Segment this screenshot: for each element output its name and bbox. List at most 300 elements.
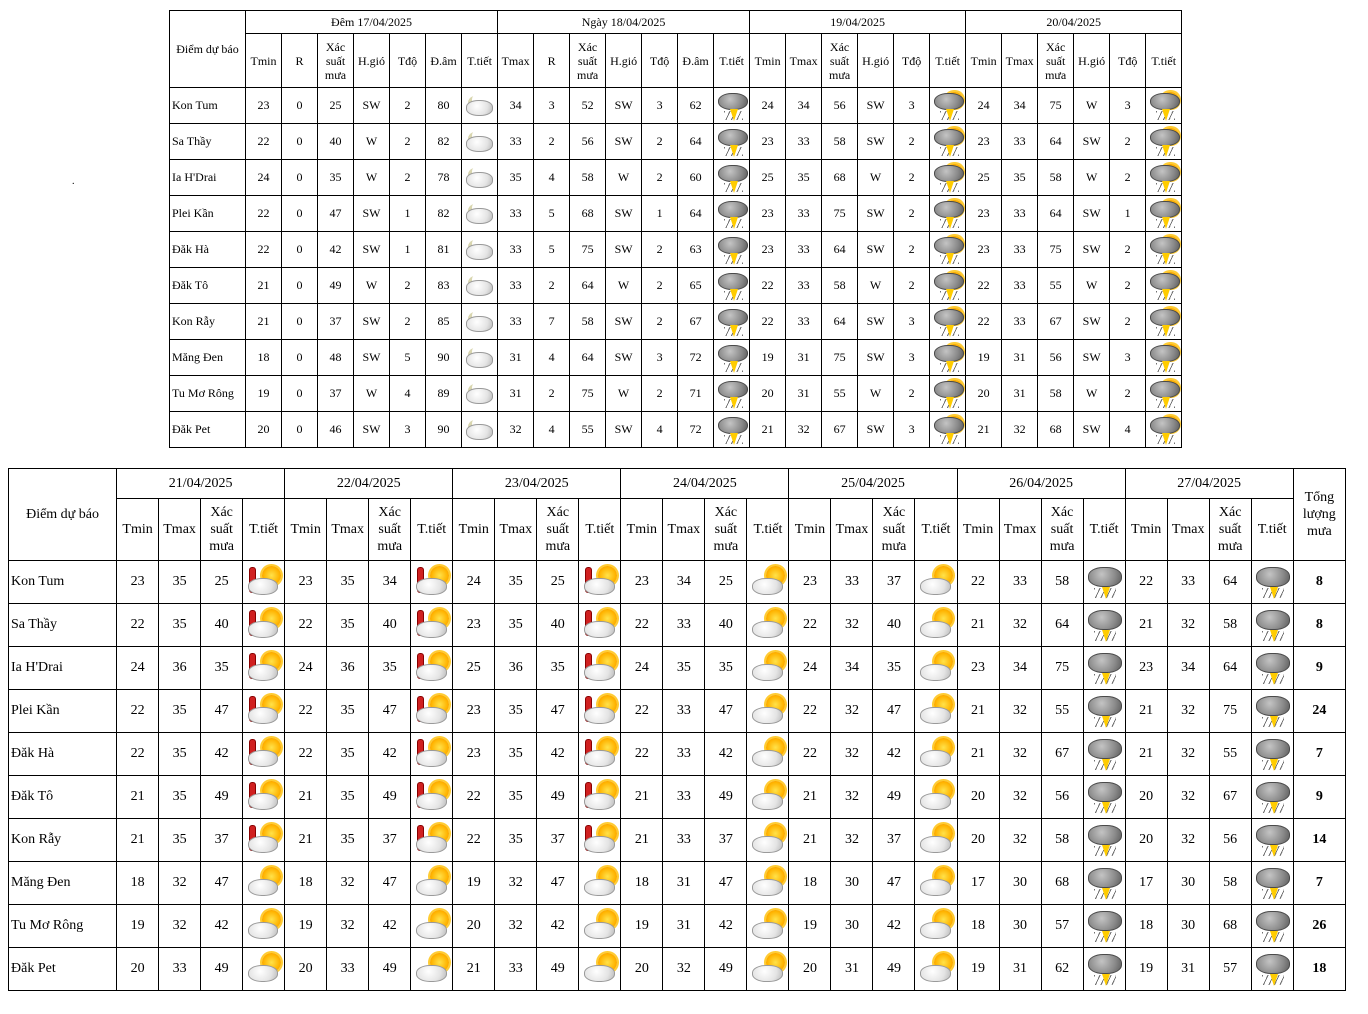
weather-cell	[1146, 268, 1182, 304]
value-tmin: 18	[789, 862, 831, 905]
value-tmin: 17	[1125, 862, 1167, 905]
value-tmin: 25	[966, 160, 1002, 196]
location-name: Tu Mơ Rông	[170, 376, 246, 412]
weather-cell	[462, 340, 498, 376]
weather-cell	[1146, 340, 1182, 376]
value-r: 0	[282, 340, 318, 376]
weather-cell	[1251, 905, 1293, 948]
hot-sun-cloud-icon	[246, 651, 282, 685]
weather-cell	[915, 733, 957, 776]
value-tmin: 23	[750, 124, 786, 160]
value-t: 3	[390, 412, 426, 448]
value-tmin: 19	[453, 862, 495, 905]
cloudy-night-icon	[464, 307, 496, 337]
column-header-r: R	[534, 34, 570, 88]
value-tmax: 33	[786, 268, 822, 304]
location-name: Kon Tum	[170, 88, 246, 124]
sun-thunderstorm-icon	[932, 415, 964, 445]
location-name: Sa Thầy	[9, 604, 117, 647]
group-date-header: Ngày 18/04/2025	[498, 11, 750, 34]
value-t: 2	[642, 124, 678, 160]
weather-cell	[915, 690, 957, 733]
value-m: 83	[426, 268, 462, 304]
hot-sun-cloud-icon	[246, 608, 282, 642]
value-tmax: 33	[1002, 124, 1038, 160]
value-t: 2	[1110, 124, 1146, 160]
value-h-gi: W	[1074, 376, 1110, 412]
value-h-gi: SW	[1074, 412, 1110, 448]
value-m: 81	[426, 232, 462, 268]
column-header-t-ti-t: T.tiết	[1251, 499, 1293, 561]
sun-thunderstorm-icon	[1148, 307, 1180, 337]
weather-cell	[1083, 948, 1125, 991]
sun-thunderstorm-icon	[1148, 379, 1180, 409]
cloudy-night-icon	[464, 271, 496, 301]
value-x-c-su-t-m-a: 25	[705, 561, 747, 604]
value-tmax: 33	[831, 561, 873, 604]
value-tmin: 20	[1125, 776, 1167, 819]
value-h-gi: W	[354, 268, 390, 304]
value-x-c-su-t-m-a: 35	[201, 647, 243, 690]
value-x-c-su-t-m-a: 47	[873, 862, 915, 905]
value-m: 65	[678, 268, 714, 304]
value-tmin: 21	[246, 304, 282, 340]
partly-cloudy-icon	[918, 651, 954, 685]
weather-cell	[411, 862, 453, 905]
value-tmax: 34	[1167, 647, 1209, 690]
value-tmin: 23	[966, 232, 1002, 268]
column-header-tmin: Tmin	[957, 499, 999, 561]
table-row	[9, 905, 1346, 948]
value-x-c-su-t-m-a: 49	[705, 776, 747, 819]
value-x-c-su-t-m-a: 49	[705, 948, 747, 991]
value-tmin: 23	[966, 196, 1002, 232]
value-h-gi: W	[858, 268, 894, 304]
value-x-c-su-t-m-a: 42	[318, 232, 354, 268]
value-tmin: 22	[750, 268, 786, 304]
column-header-tmax: Tmax	[498, 34, 534, 88]
sun-thunderstorm-icon	[932, 235, 964, 265]
value-tmin: 21	[789, 776, 831, 819]
value-tmax: 32	[327, 905, 369, 948]
weather-cell	[930, 160, 966, 196]
hot-sun-cloud-icon	[414, 694, 450, 728]
value-r: 0	[282, 232, 318, 268]
table-row	[9, 647, 1346, 690]
value-x-c-su-t-m-a: 49	[369, 948, 411, 991]
total-rain-value: 9	[1293, 776, 1345, 819]
partly-cloudy-icon	[750, 952, 786, 986]
weather-cell	[411, 604, 453, 647]
value-tmax: 35	[327, 604, 369, 647]
column-header-h-gi: H.gió	[354, 34, 390, 88]
value-h-gi: SW	[606, 196, 642, 232]
value-h-gi: SW	[1074, 340, 1110, 376]
value-tmin: 20	[453, 905, 495, 948]
sun-thunderstorm-icon	[1148, 127, 1180, 157]
value-tmin: 24	[285, 647, 327, 690]
value-tmin: 22	[789, 604, 831, 647]
weather-cell	[930, 304, 966, 340]
value-tmax: 30	[1167, 862, 1209, 905]
value-tmin: 23	[789, 561, 831, 604]
table-row	[170, 88, 1182, 124]
value-x-c-su-t-m-a: 42	[705, 733, 747, 776]
column-header-t-ti-t: T.tiết	[930, 34, 966, 88]
rain-thunderstorm-icon	[1086, 737, 1122, 771]
cloudy-night-icon	[464, 343, 496, 373]
value-tmax: 33	[1002, 196, 1038, 232]
weather-cell	[462, 268, 498, 304]
cloudy-night-icon	[464, 91, 496, 121]
value-t: 1	[390, 196, 426, 232]
weather-cell	[243, 862, 285, 905]
value-x-c-su-t-m-a: 68	[1041, 862, 1083, 905]
weather-cell	[1146, 88, 1182, 124]
rain-thunderstorm-icon	[1086, 823, 1122, 857]
value-tmin: 20	[621, 948, 663, 991]
weather-cell	[579, 690, 621, 733]
value-tmin: 22	[789, 690, 831, 733]
weather-cell	[930, 88, 966, 124]
value-tmax: 34	[1002, 88, 1038, 124]
value-x-c-su-t-m-a: 40	[318, 124, 354, 160]
column-header-x-c-su-t-m-a: Xác suất mưa	[318, 34, 354, 88]
value-r: 0	[282, 124, 318, 160]
value-m: 63	[678, 232, 714, 268]
value-tmin: 22	[117, 604, 159, 647]
hot-sun-cloud-icon	[414, 651, 450, 685]
rain-thunderstorm-icon	[1254, 866, 1290, 900]
value-t: 4	[390, 376, 426, 412]
value-tmin: 24	[453, 561, 495, 604]
value-tmin: 22	[1125, 561, 1167, 604]
column-header-x-c-su-t-m-a: Xác suất mưa	[822, 34, 858, 88]
hot-sun-cloud-icon	[246, 780, 282, 814]
weather-cell	[714, 376, 750, 412]
location-name: Ia H'Drai	[170, 160, 246, 196]
value-x-c-su-t-m-a: 68	[570, 196, 606, 232]
weather-cell	[1146, 304, 1182, 340]
value-t: 3	[1110, 88, 1146, 124]
value-tmax: 35	[159, 561, 201, 604]
value-x-c-su-t-m-a: 47	[369, 690, 411, 733]
value-m: 64	[678, 124, 714, 160]
weather-cell	[747, 604, 789, 647]
value-tmin: 22	[621, 733, 663, 776]
value-tmin: 19	[966, 340, 1002, 376]
value-t: 3	[642, 88, 678, 124]
column-header-x-c-su-t-m-a: Xác suất mưa	[1041, 499, 1083, 561]
value-tmax: 35	[327, 561, 369, 604]
value-t: 2	[390, 160, 426, 196]
value-tmax: 34	[786, 88, 822, 124]
value-tmax: 32	[1167, 819, 1209, 862]
value-tmin: 19	[957, 948, 999, 991]
value-m: 78	[426, 160, 462, 196]
value-x-c-su-t-m-a: 64	[822, 232, 858, 268]
value-x-c-su-t-m-a: 35	[705, 647, 747, 690]
group-date-header: Đêm 17/04/2025	[246, 11, 498, 34]
total-rain-value: 8	[1293, 604, 1345, 647]
location-name: Đăk Tô	[9, 776, 117, 819]
weather-cell	[1251, 948, 1293, 991]
weather-cell	[579, 776, 621, 819]
value-tmax: 35	[327, 690, 369, 733]
value-h-gi: SW	[606, 88, 642, 124]
weather-cell	[579, 905, 621, 948]
rain-thunderstorm-icon	[1254, 565, 1290, 599]
value-h-gi: SW	[354, 412, 390, 448]
value-tmin: 22	[285, 690, 327, 733]
cloudy-night-icon	[464, 163, 496, 193]
value-tmax: 33	[999, 561, 1041, 604]
value-x-c-su-t-m-a: 67	[1038, 304, 1074, 340]
value-tmax: 32	[999, 690, 1041, 733]
value-tmin: 23	[750, 196, 786, 232]
value-x-c-su-t-m-a: 56	[1038, 340, 1074, 376]
weather-cell	[915, 604, 957, 647]
value-tmin: 23	[246, 88, 282, 124]
weather-cell	[714, 88, 750, 124]
value-r: 0	[282, 88, 318, 124]
group-date-header: 21/04/2025	[117, 469, 285, 499]
value-tmin: 23	[117, 561, 159, 604]
value-x-c-su-t-m-a: 75	[570, 232, 606, 268]
value-x-c-su-t-m-a: 67	[1209, 776, 1251, 819]
value-tmax: 35	[495, 733, 537, 776]
weather-cell	[915, 948, 957, 991]
value-t: 5	[390, 340, 426, 376]
value-tmax: 32	[831, 819, 873, 862]
value-x-c-su-t-m-a: 75	[822, 340, 858, 376]
value-r: 4	[534, 340, 570, 376]
weather-cell	[411, 690, 453, 733]
group-date-header: 24/04/2025	[621, 469, 789, 499]
weather-cell	[1146, 160, 1182, 196]
partly-cloudy-icon	[582, 952, 618, 986]
rain-thunderstorm-icon	[1086, 866, 1122, 900]
forecast-table-short-range	[169, 10, 1182, 448]
location-name: Plei Kần	[9, 690, 117, 733]
value-t: 2	[390, 268, 426, 304]
value-tmax: 32	[999, 604, 1041, 647]
table-row	[170, 340, 1182, 376]
value-x-c-su-t-m-a: 46	[318, 412, 354, 448]
weather-cell	[462, 412, 498, 448]
value-x-c-su-t-m-a: 56	[822, 88, 858, 124]
value-x-c-su-t-m-a: 58	[570, 160, 606, 196]
value-tmin: 21	[957, 690, 999, 733]
partly-cloudy-icon	[582, 866, 618, 900]
value-tmax: 32	[1167, 690, 1209, 733]
value-h-gi: W	[354, 124, 390, 160]
weather-cell	[462, 304, 498, 340]
value-x-c-su-t-m-a: 49	[318, 268, 354, 304]
value-h-gi: SW	[858, 304, 894, 340]
value-h-gi: SW	[354, 88, 390, 124]
value-t: 1	[642, 196, 678, 232]
value-x-c-su-t-m-a: 75	[1038, 232, 1074, 268]
value-t: 2	[642, 232, 678, 268]
value-x-c-su-t-m-a: 42	[201, 905, 243, 948]
value-x-c-su-t-m-a: 56	[1041, 776, 1083, 819]
value-x-c-su-t-m-a: 40	[369, 604, 411, 647]
hot-sun-cloud-icon	[582, 694, 618, 728]
value-tmax: 35	[498, 160, 534, 196]
value-r: 0	[282, 412, 318, 448]
hot-sun-cloud-icon	[582, 780, 618, 814]
column-header-h-gi: H.gió	[1074, 34, 1110, 88]
value-tmax: 35	[495, 690, 537, 733]
value-tmin: 23	[966, 124, 1002, 160]
group-date-header: 22/04/2025	[285, 469, 453, 499]
value-tmax: 33	[498, 304, 534, 340]
value-x-c-su-t-m-a: 49	[537, 948, 579, 991]
hot-sun-cloud-icon	[246, 823, 282, 857]
value-tmax: 33	[1167, 561, 1209, 604]
value-t: 4	[642, 412, 678, 448]
value-tmax: 35	[327, 819, 369, 862]
column-header-r: R	[282, 34, 318, 88]
sun-thunderstorm-icon	[1148, 235, 1180, 265]
value-tmax: 32	[999, 819, 1041, 862]
weather-cell	[747, 561, 789, 604]
location-name: Kon Rẫy	[9, 819, 117, 862]
value-tmin: 21	[117, 776, 159, 819]
value-tmin: 18	[246, 340, 282, 376]
value-x-c-su-t-m-a: 58	[1209, 604, 1251, 647]
value-tmax: 33	[159, 948, 201, 991]
table-row	[170, 196, 1182, 232]
column-header-tmin: Tmin	[621, 499, 663, 561]
value-tmin: 21	[453, 948, 495, 991]
value-tmax: 32	[1002, 412, 1038, 448]
value-x-c-su-t-m-a: 52	[570, 88, 606, 124]
hot-sun-cloud-icon	[414, 565, 450, 599]
sun-thunderstorm-icon	[932, 343, 964, 373]
value-tmin: 22	[750, 304, 786, 340]
rain-thunderstorm-icon	[1086, 952, 1122, 986]
weather-cell	[1251, 561, 1293, 604]
value-h-gi: SW	[606, 232, 642, 268]
weather-cell	[747, 733, 789, 776]
partly-cloudy-icon	[246, 909, 282, 943]
value-tmin: 22	[285, 604, 327, 647]
value-tmin: 22	[285, 733, 327, 776]
value-tmax: 35	[159, 690, 201, 733]
column-header-x-c-su-t-m-a: Xác suất mưa	[1209, 499, 1251, 561]
value-x-c-su-t-m-a: 75	[822, 196, 858, 232]
value-tmin: 22	[966, 268, 1002, 304]
value-tmax: 33	[498, 232, 534, 268]
value-m: 82	[426, 124, 462, 160]
value-x-c-su-t-m-a: 47	[705, 862, 747, 905]
value-tmax: 32	[831, 604, 873, 647]
value-tmax: 35	[159, 819, 201, 862]
value-x-c-su-t-m-a: 57	[1041, 905, 1083, 948]
value-x-c-su-t-m-a: 37	[537, 819, 579, 862]
weather-cell	[1251, 604, 1293, 647]
weather-cell	[1083, 690, 1125, 733]
value-tmax: 34	[663, 561, 705, 604]
value-tmax: 33	[498, 268, 534, 304]
rain-thunderstorm-icon	[1086, 651, 1122, 685]
value-tmax: 32	[1167, 604, 1209, 647]
value-t: 3	[642, 340, 678, 376]
hot-sun-cloud-icon	[582, 823, 618, 857]
value-tmin: 18	[117, 862, 159, 905]
value-tmin: 21	[621, 776, 663, 819]
value-tmax: 32	[663, 948, 705, 991]
value-tmin: 21	[789, 819, 831, 862]
value-x-c-su-t-m-a: 58	[822, 124, 858, 160]
value-tmax: 35	[159, 733, 201, 776]
column-header-x-c-su-t-m-a: Xác suất mưa	[1038, 34, 1074, 88]
column-header-t-ti-t: T.tiết	[714, 34, 750, 88]
value-x-c-su-t-m-a: 49	[873, 776, 915, 819]
value-x-c-su-t-m-a: 34	[369, 561, 411, 604]
value-t: 2	[390, 124, 426, 160]
value-x-c-su-t-m-a: 37	[318, 376, 354, 412]
value-x-c-su-t-m-a: 42	[201, 733, 243, 776]
weather-cell	[1083, 561, 1125, 604]
value-h-gi: W	[606, 160, 642, 196]
weather-cell	[462, 160, 498, 196]
value-h-gi: W	[858, 160, 894, 196]
total-rain-value: 14	[1293, 819, 1345, 862]
value-tmax: 32	[1167, 776, 1209, 819]
value-x-c-su-t-m-a: 47	[537, 690, 579, 733]
value-tmin: 20	[750, 376, 786, 412]
value-x-c-su-t-m-a: 42	[537, 733, 579, 776]
weather-cell	[1146, 376, 1182, 412]
value-tmin: 20	[957, 819, 999, 862]
value-tmax: 33	[1002, 232, 1038, 268]
value-t: 2	[642, 268, 678, 304]
value-m: 80	[426, 88, 462, 124]
value-tmax: 33	[1002, 304, 1038, 340]
value-x-c-su-t-m-a: 42	[873, 733, 915, 776]
column-header-x-c-su-t-m-a: Xác suất mưa	[570, 34, 606, 88]
value-x-c-su-t-m-a: 37	[873, 561, 915, 604]
value-h-gi: W	[606, 268, 642, 304]
value-tmax: 31	[831, 948, 873, 991]
value-t: 3	[894, 304, 930, 340]
weather-cell	[747, 905, 789, 948]
value-tmin: 21	[285, 776, 327, 819]
weather-cell	[411, 561, 453, 604]
table-row	[170, 268, 1182, 304]
value-r: 5	[534, 196, 570, 232]
value-tmin: 22	[453, 776, 495, 819]
value-x-c-su-t-m-a: 55	[822, 376, 858, 412]
weather-cell	[1083, 647, 1125, 690]
rain-thunderstorm-icon	[1086, 909, 1122, 943]
weather-cell	[411, 776, 453, 819]
weather-cell	[243, 647, 285, 690]
weather-cell	[930, 196, 966, 232]
value-x-c-su-t-m-a: 37	[201, 819, 243, 862]
total-rain-value: 7	[1293, 733, 1345, 776]
value-tmin: 19	[285, 905, 327, 948]
group-date-header: 20/04/2025	[966, 11, 1182, 34]
value-tmin: 21	[957, 604, 999, 647]
sun-thunderstorm-icon	[1148, 343, 1180, 373]
table-row	[9, 819, 1346, 862]
value-t: 2	[390, 304, 426, 340]
value-m: 72	[678, 412, 714, 448]
